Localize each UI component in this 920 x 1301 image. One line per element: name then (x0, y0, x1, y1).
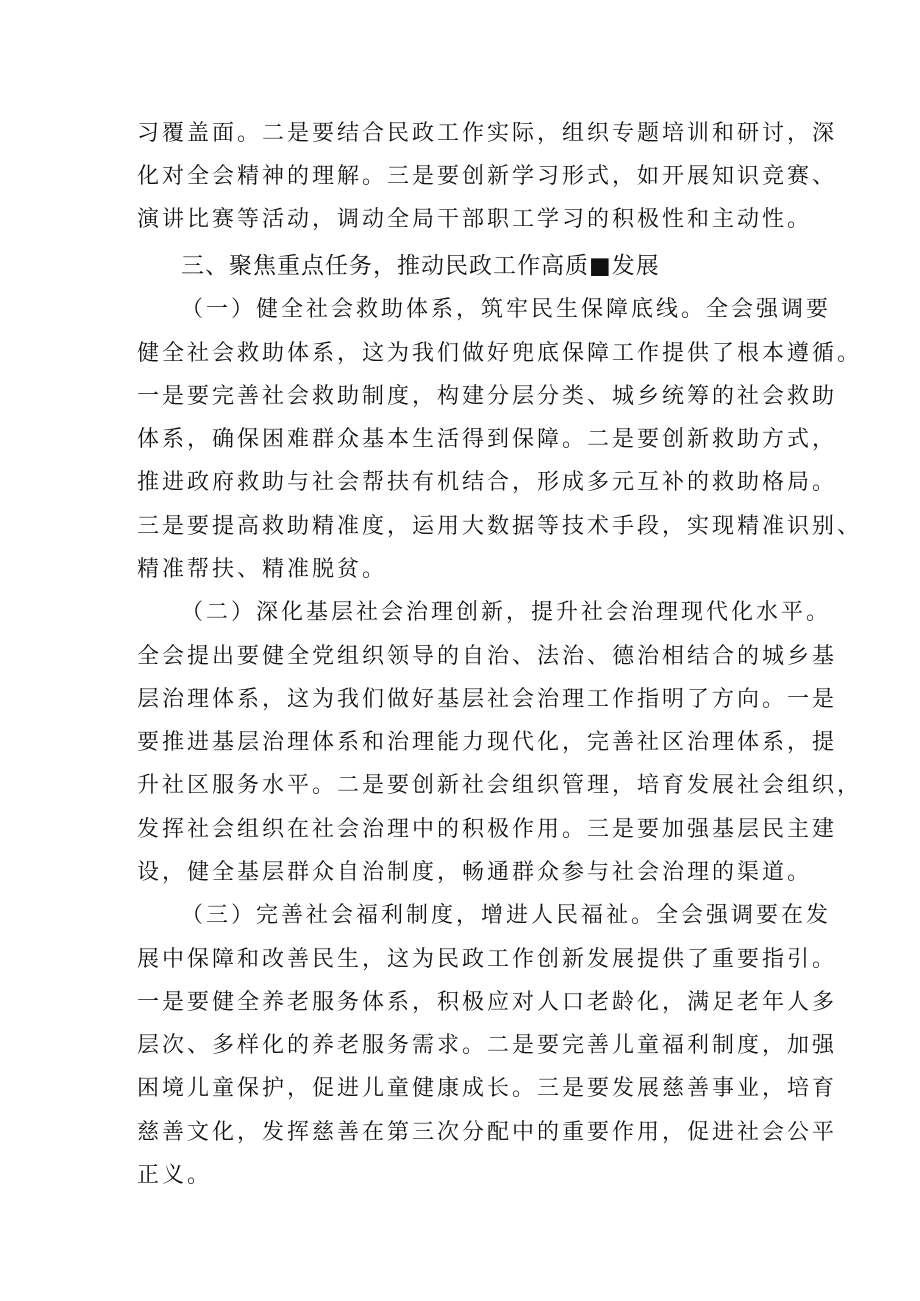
subsection-heading: （一）健全社会救助体系，筑牢民生保障底线。全会强调要 (181, 297, 832, 322)
text-line: 要推进基层治理体系和治理能力现代化，完善社区治理体系，提 (137, 730, 838, 755)
text-line: 习覆盖面。二是要结合民政工作实际，组织专题培训和研讨，深 (137, 121, 838, 146)
subsection-heading: （三）完善社会福利制度，增进人民福祉。全会强调要在发 (181, 903, 832, 928)
text-line: 升社区服务水平。二是要创新社会组织管理，培育发展社会组织， (137, 773, 863, 798)
text-line: 设，健全基层群众自治制度，畅通群众参与社会治理的渠道。 (137, 860, 813, 885)
text-line: 体系，确保困难群众基本生活得到保障。二是要创新救助方式， (137, 427, 838, 452)
text-line: 化对全会精神的理解。三是要创新学习形式，如开展知识竞赛、 (137, 164, 838, 189)
text-line: 慈善文化，发挥慈善在第三次分配中的重要作用，促进社会公平 (137, 1120, 838, 1145)
text-line: 展中保障和改善民生，这为民政工作创新发展提供了重要指引。 (137, 947, 838, 972)
text-line: 演讲比赛等活动，调动全局干部职工学习的积极性和主动性。 (137, 207, 813, 232)
text-line: 健全社会救助体系，这为我们做好兜底保障工作提供了根本遵循。 (137, 341, 863, 366)
text-line: 精准帮扶、精准脱贫。 (137, 557, 388, 582)
text-line: 一是要完善社会救助制度，构建分层分类、城乡统筹的社会救助 (137, 384, 838, 409)
text-line: 困境儿童保护，促进儿童健康成长。三是要发展慈善事业，培育 (137, 1076, 838, 1101)
text-line: 推进政府救助与社会帮扶有机结合，形成多元互补的救助格局。 (137, 470, 838, 495)
section-heading: 三、聚焦重点任务，推动民政工作高质■发展 (181, 253, 660, 279)
text-line: 发挥社会组织在社会治理中的积极作用。三是要加强基层民主建 (137, 817, 838, 842)
text-line: 层治理体系，这为我们做好基层社会治理工作指明了方向。一是 (137, 687, 838, 712)
text-line: 正义。 (137, 1163, 213, 1188)
text-line: 层次、多样化的养老服务需求。二是要完善儿童福利制度，加强 (137, 1033, 838, 1058)
text-line: 三是要提高救助精准度，运用大数据等技术手段，实现精准识别、 (137, 514, 863, 539)
text-line: 全会提出要健全党组织领导的自治、法治、德治相结合的城乡基 (137, 644, 838, 669)
text-line: 一是要健全养老服务体系，积极应对人口老龄化，满足老年人多 (137, 990, 838, 1015)
subsection-heading: （二）深化基层社会治理创新，提升社会治理现代化水平。 (181, 600, 832, 625)
